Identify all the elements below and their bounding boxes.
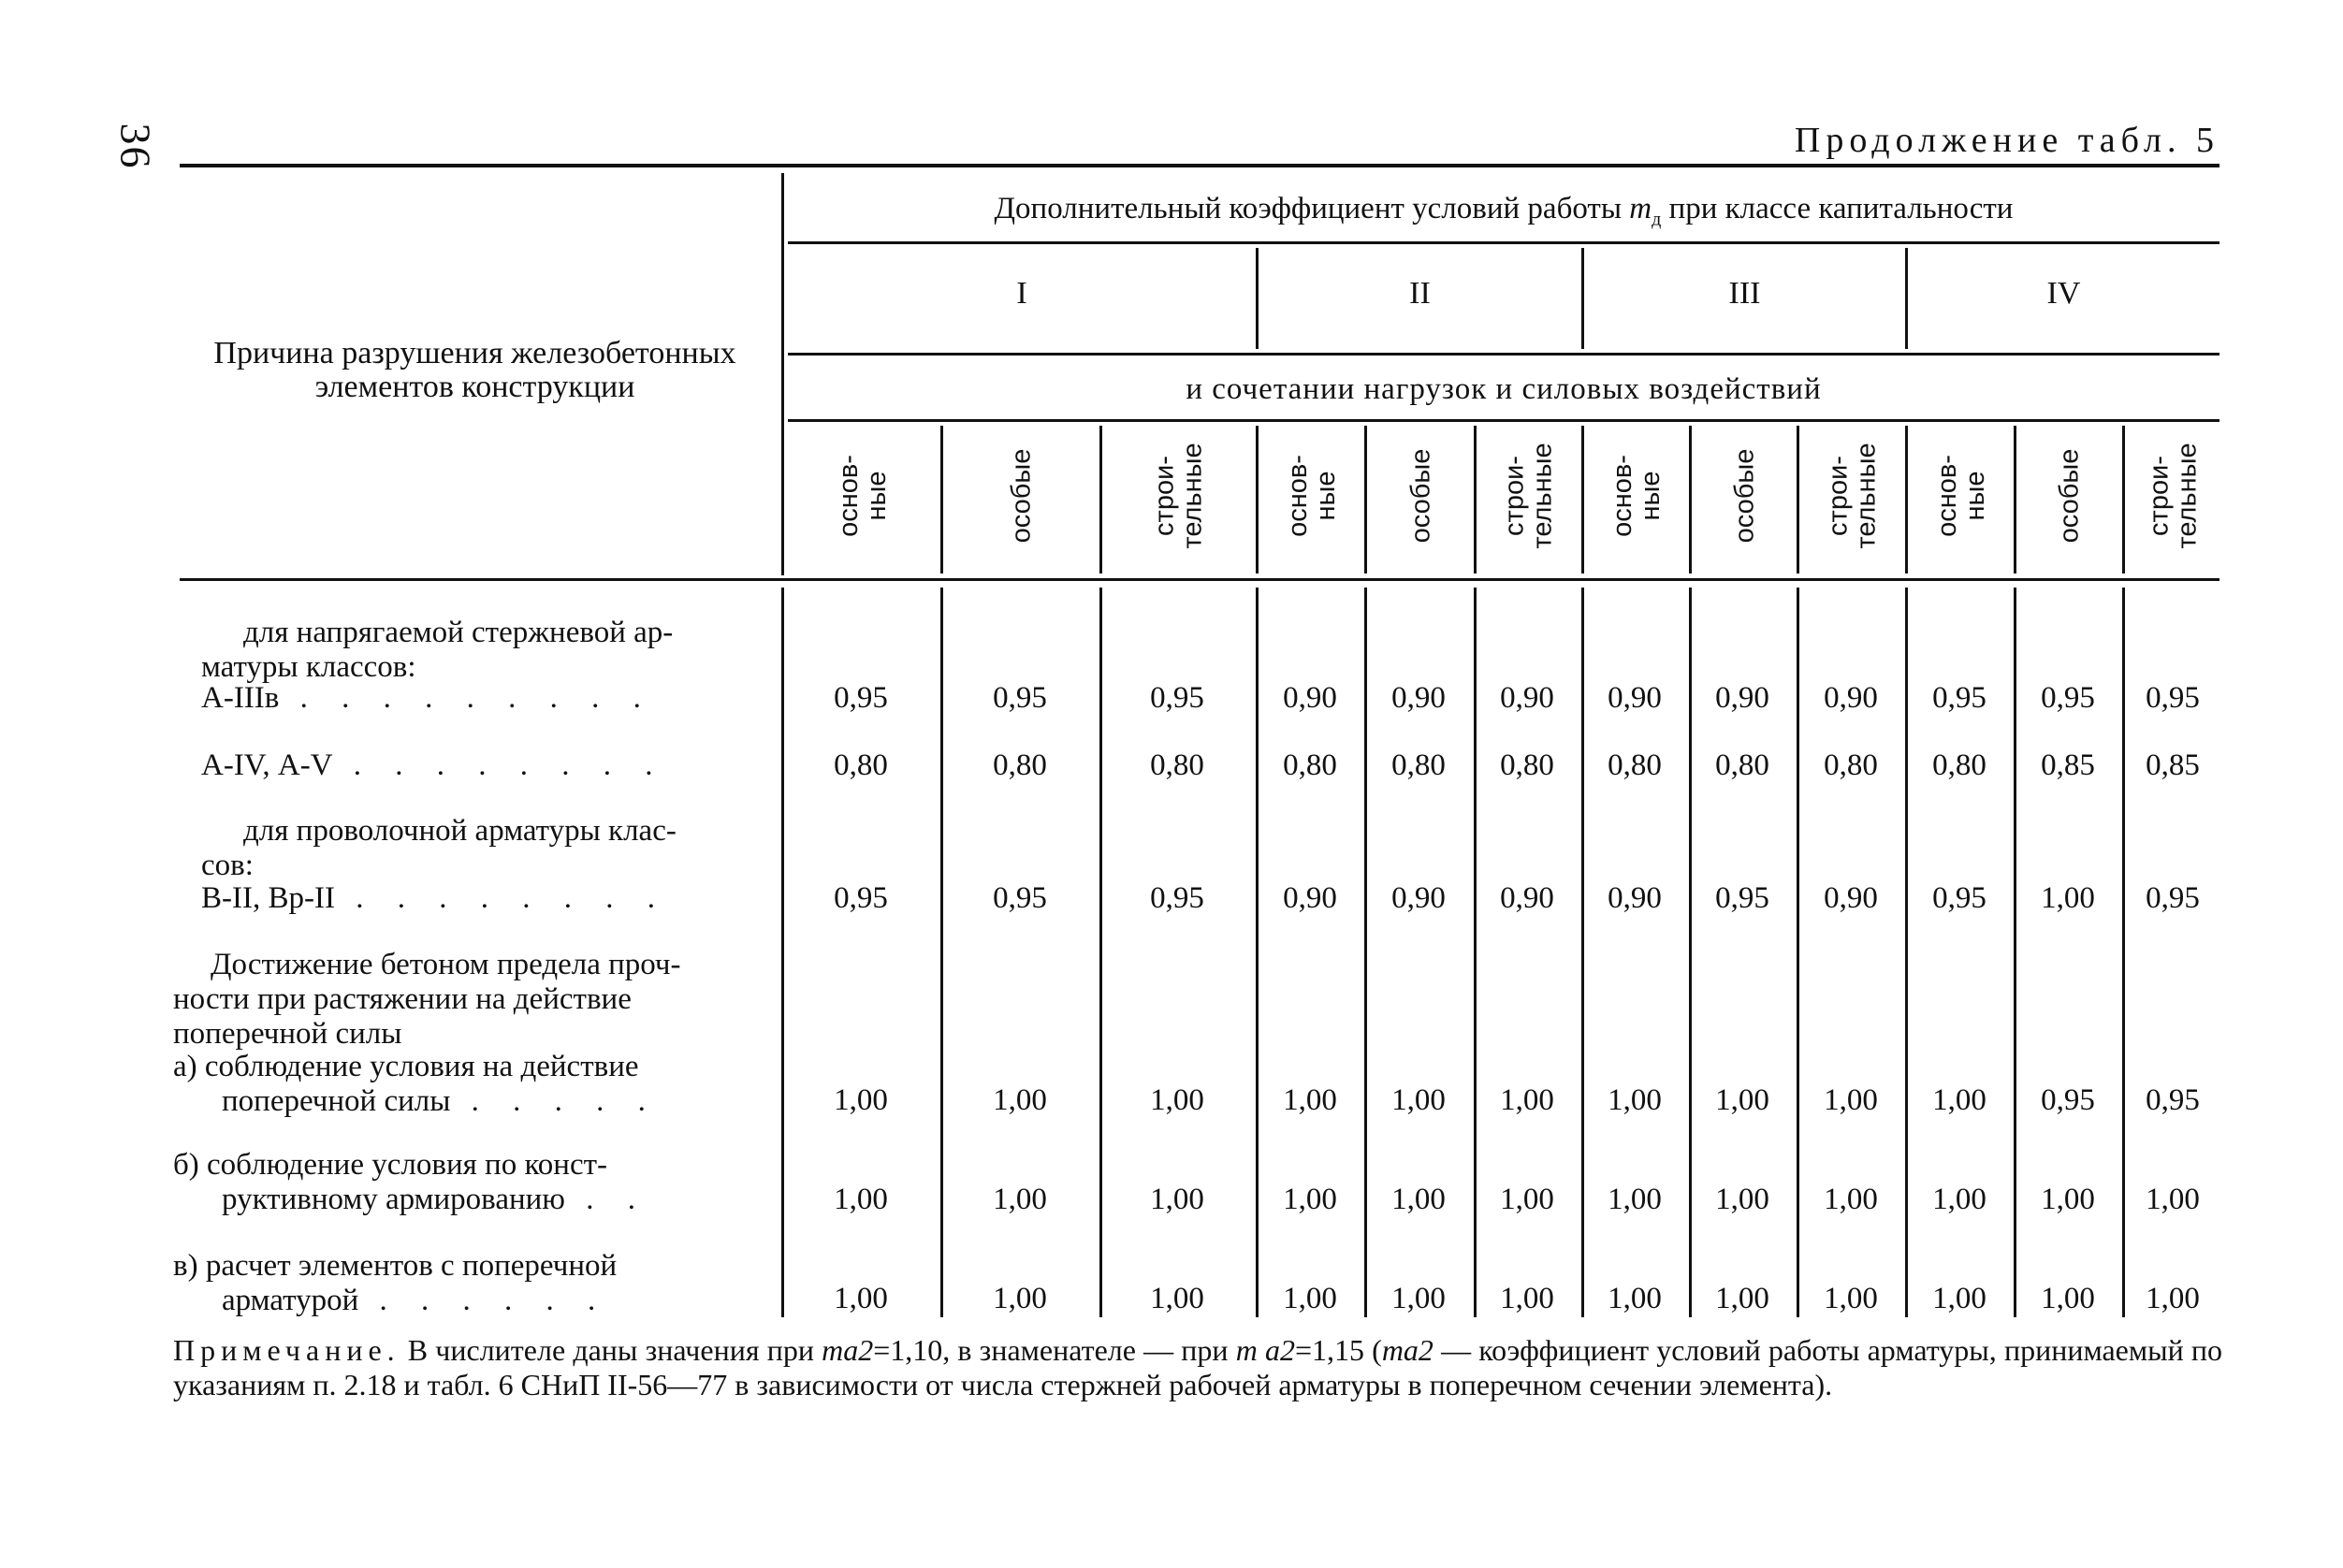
- table-cell-value: 0,95: [1932, 881, 1986, 915]
- table-cell-value: 1,00: [2041, 881, 2095, 915]
- subcol-special: особые: [1006, 448, 1037, 544]
- row-label-b2: В-II, Вр-II . . . . . . . .: [201, 881, 668, 915]
- table-cell-value: 0,80: [1715, 748, 1769, 782]
- table-cell-value: 1,00: [993, 1083, 1047, 1117]
- table-cell-value: 0,90: [1608, 881, 1662, 915]
- row-label-a4-a5: А-IV, А-V . . . . . . . .: [201, 748, 666, 782]
- subcol-main: основ- ные: [833, 455, 892, 537]
- table-cell-value: 1,00: [834, 1083, 888, 1117]
- table-cell-value: 1,00: [1715, 1083, 1769, 1117]
- subcol-construction: строи- тельные: [1149, 443, 1208, 549]
- table-cell-value: 1,00: [1932, 1282, 1986, 1315]
- table-cell-value: 1,00: [1500, 1282, 1554, 1315]
- concrete-heading: Достижение бетоном предела проч- ности при растяжении на действие поперечной силы: [173, 948, 681, 1051]
- table-cell-value: 0,90: [1824, 881, 1878, 915]
- table-cell-value: 0,90: [1283, 881, 1337, 915]
- table-cell-value: 1,00: [2146, 1183, 2200, 1216]
- top-rule: [180, 164, 2219, 167]
- row-label-b: б) соблюдение условия по конст- руктивному армированию . .: [173, 1148, 648, 1216]
- table-cell-value: 1,00: [834, 1282, 888, 1315]
- table-cell-value: 1,00: [1608, 1183, 1662, 1216]
- table-cell-value: 1,00: [993, 1183, 1047, 1216]
- row-label-a: а) соблюдение условия на действие поперечной силы . . . . .: [173, 1050, 659, 1118]
- table-cell-value: 1,00: [1824, 1183, 1878, 1216]
- table-cell-value: 1,00: [1608, 1083, 1662, 1117]
- header-rule-2: [788, 353, 2219, 356]
- table-cell-value: 1,00: [993, 1282, 1047, 1315]
- class-label: II: [1409, 276, 1431, 311]
- table-cell-value: 0,85: [2146, 748, 2200, 782]
- table-cell-value: 0,80: [1500, 748, 1554, 782]
- table-cell-value: 1,00: [1715, 1183, 1769, 1216]
- subcol-construction: строи- тельные: [1823, 443, 1882, 549]
- table-cell-value: 0,90: [1391, 881, 1446, 915]
- table-cell-value: 1,00: [1824, 1282, 1878, 1315]
- table-cell-value: 1,00: [1715, 1282, 1769, 1315]
- table-cell-value: 0,80: [1608, 748, 1662, 782]
- header-combinations: и сочетании нагрузок и силовых воздействий: [1186, 372, 1822, 406]
- table-cell-value: 0,90: [1283, 681, 1337, 715]
- subcol-main: основ- ные: [1282, 455, 1341, 537]
- continuation-title: Продолжение табл. 5: [1794, 121, 2219, 160]
- note: Примечание. В числителе даны значения при mа2=1,10, в знаменателе — при m а2=1,15 (mа2 — коэффициент условий работы арматуры, принимаемый по указаниям п. 2.18 и табл. 6 СНиП II-56—77 в зависимости от числа стержней рабочей арматуры в поперечном сечении элемента).: [173, 1333, 2223, 1401]
- body-col-line: [940, 588, 943, 1317]
- table-cell-value: 0,95: [2146, 1083, 2200, 1117]
- table-cell-value: 1,00: [1150, 1183, 1204, 1216]
- prestress-heading: для напрягаемой стержневой ар- матуры классов:: [201, 616, 674, 684]
- table-cell-value: 1,00: [1150, 1282, 1204, 1315]
- header-coefficient: Дополнительный коэффициент условий работы $m_д$ при классе капитальности: [994, 192, 2014, 230]
- table-cell-value: 0,95: [1150, 681, 1204, 715]
- row-label-v: в) расчет элементов с поперечной арматурой . . . . . .: [173, 1249, 618, 1317]
- table-cell-value: 1,00: [1283, 1183, 1337, 1216]
- subcol-main: основ- ные: [1931, 455, 1990, 537]
- subcol-construction: строи- тельные: [1500, 443, 1559, 549]
- table-cell-value: 0,80: [834, 748, 888, 782]
- header-rule-1: [788, 241, 2219, 244]
- table-cell-value: 0,95: [1150, 881, 1204, 915]
- table-cell-value: 1,00: [1608, 1282, 1662, 1315]
- table-cell-value: 1,00: [1150, 1083, 1204, 1117]
- table-cell-value: 0,95: [834, 881, 888, 915]
- table-cell-value: 0,95: [2041, 681, 2095, 715]
- table-cell-value: 1,00: [1932, 1083, 1986, 1117]
- table-cell-value: 1,00: [2041, 1282, 2095, 1315]
- table-cell-value: 0,80: [1932, 748, 1986, 782]
- table-cell-value: 1,00: [2146, 1282, 2200, 1315]
- table-cell-value: 0,90: [1391, 681, 1446, 715]
- class-label: IV: [2046, 276, 2081, 311]
- table-cell-value: 0,80: [993, 748, 1047, 782]
- wire-heading: для проволочной арматуры клас- сов:: [201, 814, 677, 882]
- table-cell-value: 1,00: [1391, 1282, 1446, 1315]
- table-cell-value: 0,95: [993, 681, 1047, 715]
- table-cell-value: 0,80: [1283, 748, 1337, 782]
- header-rule-3: [788, 419, 2219, 422]
- class-label: III: [1728, 276, 1761, 311]
- table-cell-value: 0,95: [993, 881, 1047, 915]
- subcol-construction: строи- тельные: [2145, 443, 2204, 549]
- table-cell-value: 0,80: [1391, 748, 1446, 782]
- table-cell-value: 0,95: [2041, 1083, 2095, 1117]
- row-label-a3v: А-IIIв . . . . . . . . .: [201, 681, 654, 715]
- table-cell-value: 1,00: [1283, 1282, 1337, 1315]
- table-cell-value: 1,00: [1500, 1183, 1554, 1216]
- table-cell-value: 1,00: [1500, 1083, 1554, 1117]
- table-cell-value: 0,90: [1715, 681, 1769, 715]
- table-cell-value: 0,95: [1932, 681, 1986, 715]
- table-cell-value: 0,90: [1500, 681, 1554, 715]
- table-cell-value: 1,00: [1391, 1183, 1446, 1216]
- table-cell-value: 0,90: [1500, 881, 1554, 915]
- table-cell-value: 1,00: [1932, 1183, 1986, 1216]
- table-cell-value: 0,95: [834, 681, 888, 715]
- page-number: 36: [111, 123, 160, 170]
- table-cell-value: 0,80: [1150, 748, 1204, 782]
- body-col-line: [1099, 588, 1102, 1317]
- table-cell-value: 0,95: [2146, 881, 2200, 915]
- table-cell-value: 1,00: [834, 1183, 888, 1216]
- table-cell-value: 1,00: [2041, 1183, 2095, 1216]
- subcol-special: особые: [2054, 448, 2085, 544]
- table-cell-value: 1,00: [1824, 1083, 1878, 1117]
- subcol-special: особые: [1728, 448, 1759, 544]
- table-cell-value: 1,00: [1283, 1083, 1337, 1117]
- subcol-special: особые: [1404, 448, 1435, 544]
- table-cell-value: 0,90: [1824, 681, 1878, 715]
- table-cell-value: 1,00: [1391, 1083, 1446, 1117]
- class-label: I: [1016, 276, 1027, 311]
- header-bottom-rule: [180, 578, 2219, 581]
- table-cell-value: 0,90: [1608, 681, 1662, 715]
- table-cell-value: 0,95: [2146, 681, 2200, 715]
- table-cell-value: 0,80: [1824, 748, 1878, 782]
- body-col-line: [781, 588, 784, 1317]
- table-cell-value: 0,85: [2041, 748, 2095, 782]
- table-cell-value: 0,95: [1715, 881, 1769, 915]
- header-cause: Причина разрушения железобетонных элементов конструкции: [213, 336, 736, 404]
- subcol-main: основ- ные: [1608, 455, 1666, 537]
